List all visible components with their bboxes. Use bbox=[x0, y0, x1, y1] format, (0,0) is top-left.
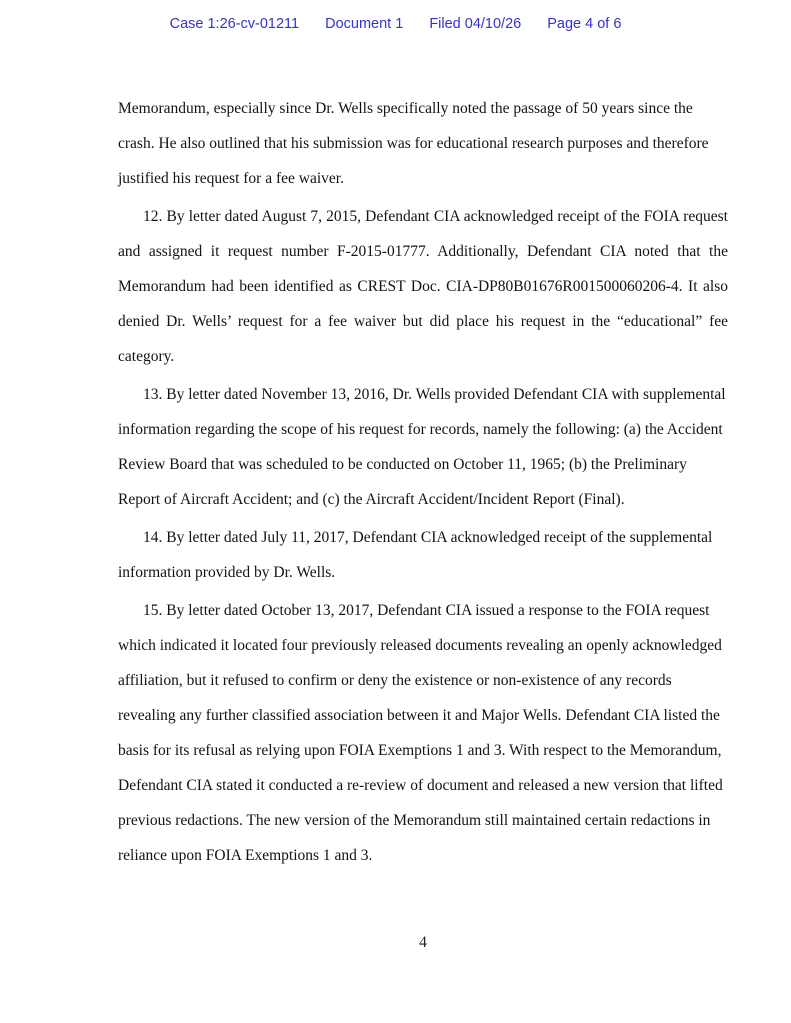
paragraph-13: 13. By letter dated November 13, 2016, Dr. Wells provided Defendant CIA with supplemental information regarding the scope of his request for records, namely the following: (a) the Accident Review Board that was scheduled to be conducted on October 11, 1965; (b) the Preliminary Report of Aircraft Accident; and (c) the Aircraft Accident/Incident Report (Final). bbox=[118, 386, 726, 508]
document-body bbox=[118, 91, 728, 873]
case-number: Case 1:26-cv-01211 bbox=[169, 16, 300, 32]
filed-date: Filed 04/10/26 bbox=[429, 16, 522, 32]
paragraph-12: 12. By letter dated August 7, 2015, Defendant CIA acknowledged receipt of the FOIA request and assigned it request number F-2015-01777. Additionally, Defendant CIA noted that the Memorandum had been identified as CREST Doc. CIA-DP80B01676R001500060206-4. It also denied Dr. Wells’ request for a fee waiver but did place his request in the “educational” fee category. bbox=[118, 208, 728, 365]
page-indicator: Page 4 of 6 bbox=[547, 16, 622, 32]
paragraph-continuation: Memorandum, especially since Dr. Wells specifically noted the passage of 50 years since the crash. He also outlined that his submission was for educational research purposes and therefore justified his request for a fee waiver. bbox=[118, 100, 709, 187]
paragraph-15: 15. By letter dated October 13, 2017, Defendant CIA issued a response to the FOIA request which indicated it located four previously released documents revealing an openly acknowledged affiliation, but it refused to confirm or deny the existence or non-existence of any records revealing any further classified association between it and Major Wells. Defendant CIA listed the basis for its refusal as relying upon FOIA Exemptions 1 and 3. With respect to the Memorandum, Defendant CIA stated it conducted a re-review of document and released a new version that lifted previous redactions. The new version of the Memorandum still maintained certain redactions in reliance upon FOIA Exemptions 1 and 3. bbox=[118, 602, 723, 864]
document-number: Document 1 bbox=[325, 16, 404, 32]
page-number: 4 bbox=[419, 934, 427, 951]
paragraph-14: 14. By letter dated July 11, 2017, Defendant CIA acknowledged receipt of the supplemental information provided by Dr. Wells. bbox=[118, 529, 713, 581]
case-caption-header bbox=[0, 16, 791, 32]
